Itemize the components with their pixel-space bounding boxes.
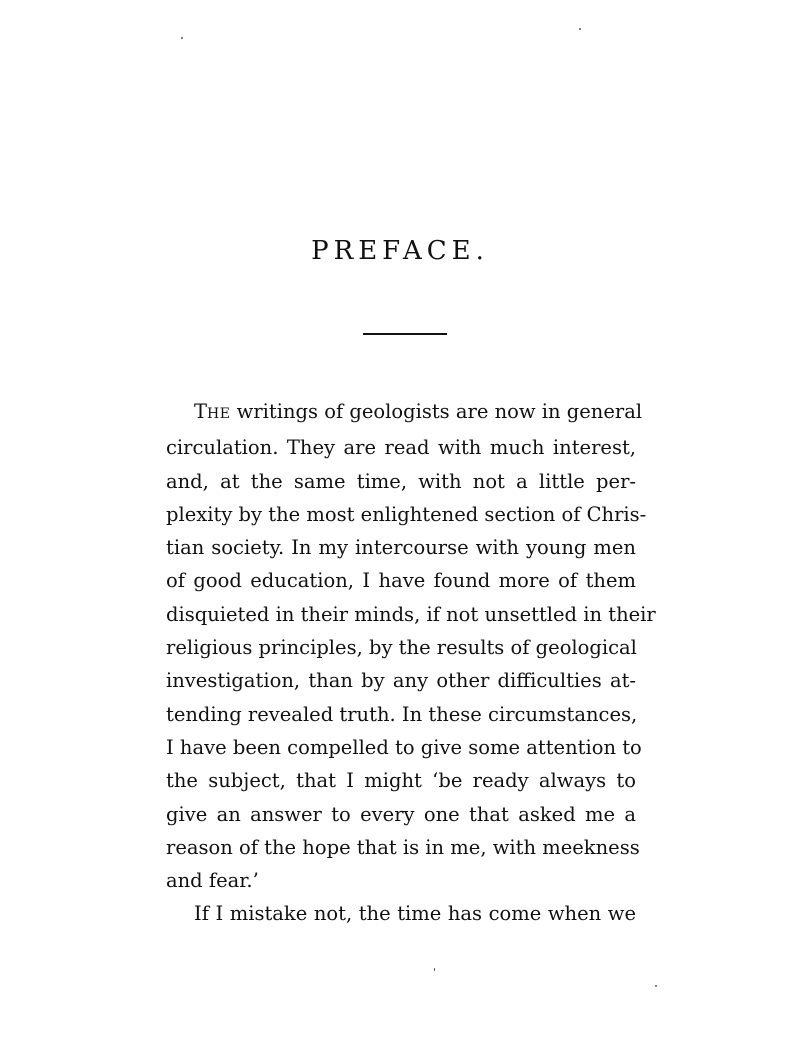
text-line: circulation. They are read with much interest, — [166, 436, 636, 460]
text-line: tian society. In my intercourse with young men — [166, 536, 636, 560]
text-line: I have been compelled to give some attention to — [166, 735, 642, 759]
page-speck — [579, 28, 581, 30]
text-line: reason of the hope that is in me, with meekness — [166, 835, 640, 859]
text-line: investigation, than by any other difficulties at- — [166, 669, 636, 693]
text-line-segment: writings of geologists are now in general — [230, 400, 643, 423]
page-speck — [181, 37, 183, 39]
text-line: plexity by the most enlightened section of Chris- — [166, 502, 647, 526]
text-line: If I mistake not, the time has come when we — [194, 902, 636, 926]
page-speck — [655, 985, 657, 987]
small-caps-rest: HE — [207, 406, 231, 422]
text-line: and fear.’ — [166, 869, 259, 893]
text-line: the subject, that I might ‘be ready always to — [166, 769, 636, 793]
small-caps-initial: T — [194, 400, 208, 423]
page-title: PREFACE. — [311, 236, 489, 266]
text-line: religious principles, by the results of geological — [166, 636, 637, 660]
text-line: give an answer to every one that asked me a — [166, 802, 636, 826]
preface-body — [166, 395, 656, 931]
page-speck — [434, 968, 435, 971]
text-line: disquieted in their minds, if not unsettled in their — [166, 602, 656, 626]
text-line: and, at the same time, with not a little per- — [166, 469, 636, 493]
text-line — [166, 395, 643, 431]
title-divider — [363, 333, 447, 335]
text-line: tending revealed truth. In these circumstances, — [166, 702, 638, 726]
text-line: of good education, I have found more of them — [166, 569, 636, 593]
